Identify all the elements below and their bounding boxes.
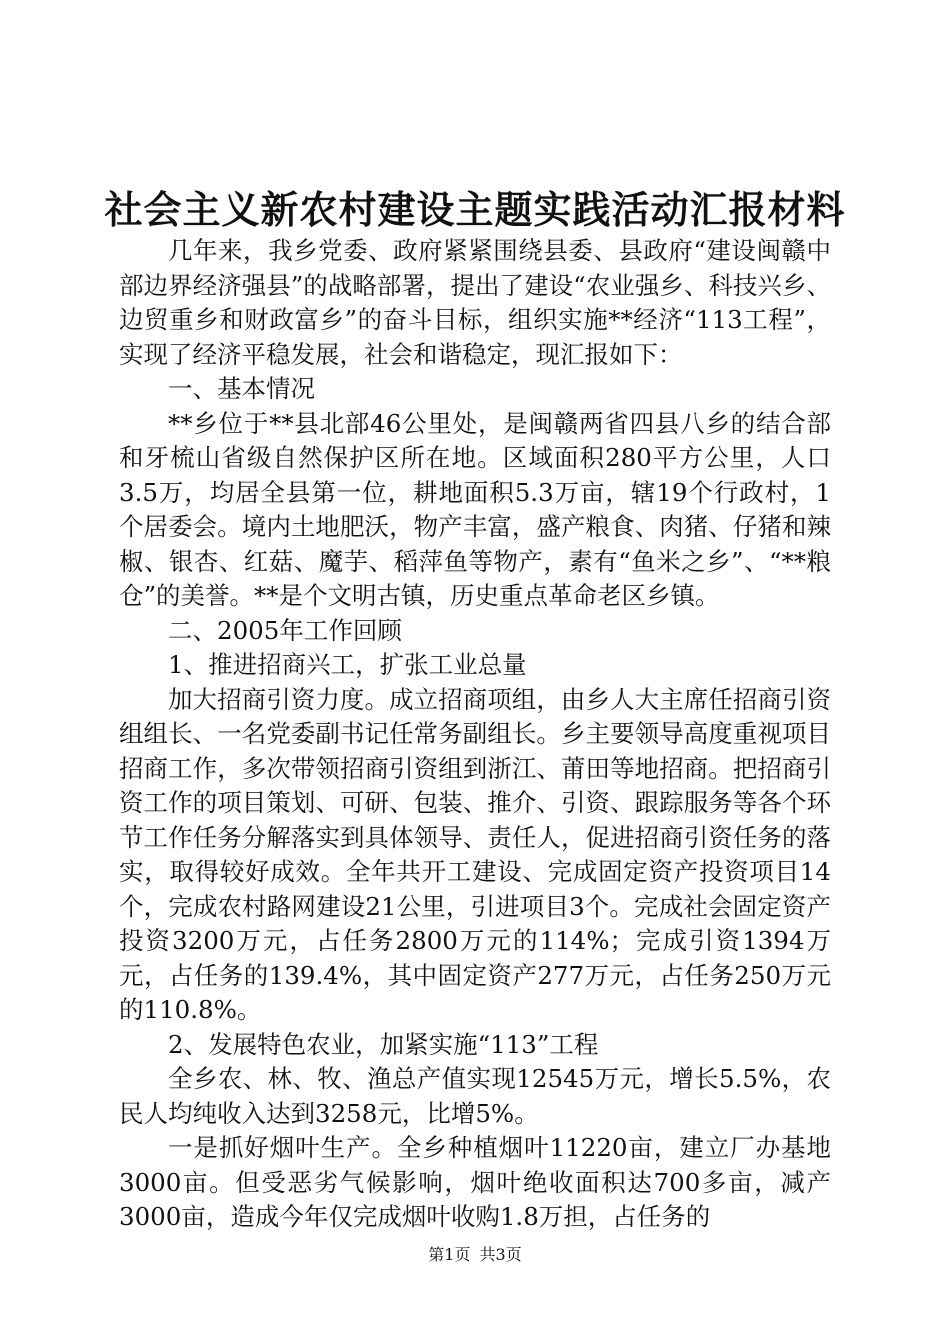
investment-paragraph: 加大招商引资力度。成立招商项组，由乡人大主席任招商引资组组长、一名党委副书记任常务副组长。乡主要领导高度重视项目招商工作，多次带领招商引资组到浙江、莆田等地招商。把招商引资工作的项目策划、可研、包装、推介、引资、跟踪服务等各个环节工作任务分解落实到具体领导、责任人，促进招商引资任务的落实，取得较好成效。全年共开工建设、完成固定资产投资项目14个，完成农村路网建设21公里，引进项目3个。完成社会固定资产投资3200万元，占任务2800万元的114%；完成引资1394万元，占任务的139.4%，其中固定资产277万元，占任务250万元的110.8%。 bbox=[119, 684, 831, 1024]
section-heading-2005-review: 二、2005年工作回顾 bbox=[168, 615, 402, 645]
subsection-heading-agriculture: 2、发展特色农业，加紧实施“113”工程 bbox=[168, 1029, 599, 1059]
page-total: 共3页 bbox=[479, 1245, 522, 1264]
page-number: 第1页 bbox=[428, 1245, 471, 1264]
intro-paragraph: 几年来，我乡党委、政府紧紧围绕县委、县政府“建设闽赣中部边界经济强县”的战略部署，提出了建设“农业强乡、科技兴乡、边贸重乡和财政富乡”的奋斗目标，组织实施**经济“113工程”，实现了经济平稳发展，社会和谐稳定，现汇报如下： bbox=[119, 236, 831, 369]
document-body bbox=[119, 234, 831, 1235]
document-title: 社会主义新农村建设主题实践活动汇报材料 bbox=[104, 187, 846, 232]
section-heading-basic-situation: 一、基本情况 bbox=[168, 374, 315, 403]
tobacco-paragraph: 一是抓好烟叶生产。全乡种植烟叶11220亩，建立厂办基地3000亩。但受恶劣气候影响，烟叶绝收面积达700多亩，减产3000亩，造成今年仅完成烟叶收购1.8万担，占任务的 bbox=[119, 1133, 831, 1231]
page-footer bbox=[0, 1245, 950, 1265]
agriculture-output-paragraph: 全乡农、林、牧、渔总产值实现12545万元，增长5.5%，农民人均纯收入达到3258元，比增5%。 bbox=[119, 1064, 831, 1128]
subsection-heading-investment: 1、推进招商兴工，扩张工业总量 bbox=[168, 650, 527, 679]
basic-situation-paragraph: **乡位于**县北部46公里处，是闽赣两省四县八乡的结合部和牙梳山省级自然保护区所在地。区域面积280平方公里，人口3.5万，均居全县第一位，耕地面积5.3万亩，辖19个行政村，1个居委会。境内土地肥沃，物产丰富，盛产粮食、肉猪、仔猪和辣椒、银杏、红菇、魔芋、稻萍鱼等物产，素有“鱼米之乡”、“**粮仓”的美誉。**是个文明古镇，历史重点革命老区乡镇。 bbox=[119, 408, 831, 610]
